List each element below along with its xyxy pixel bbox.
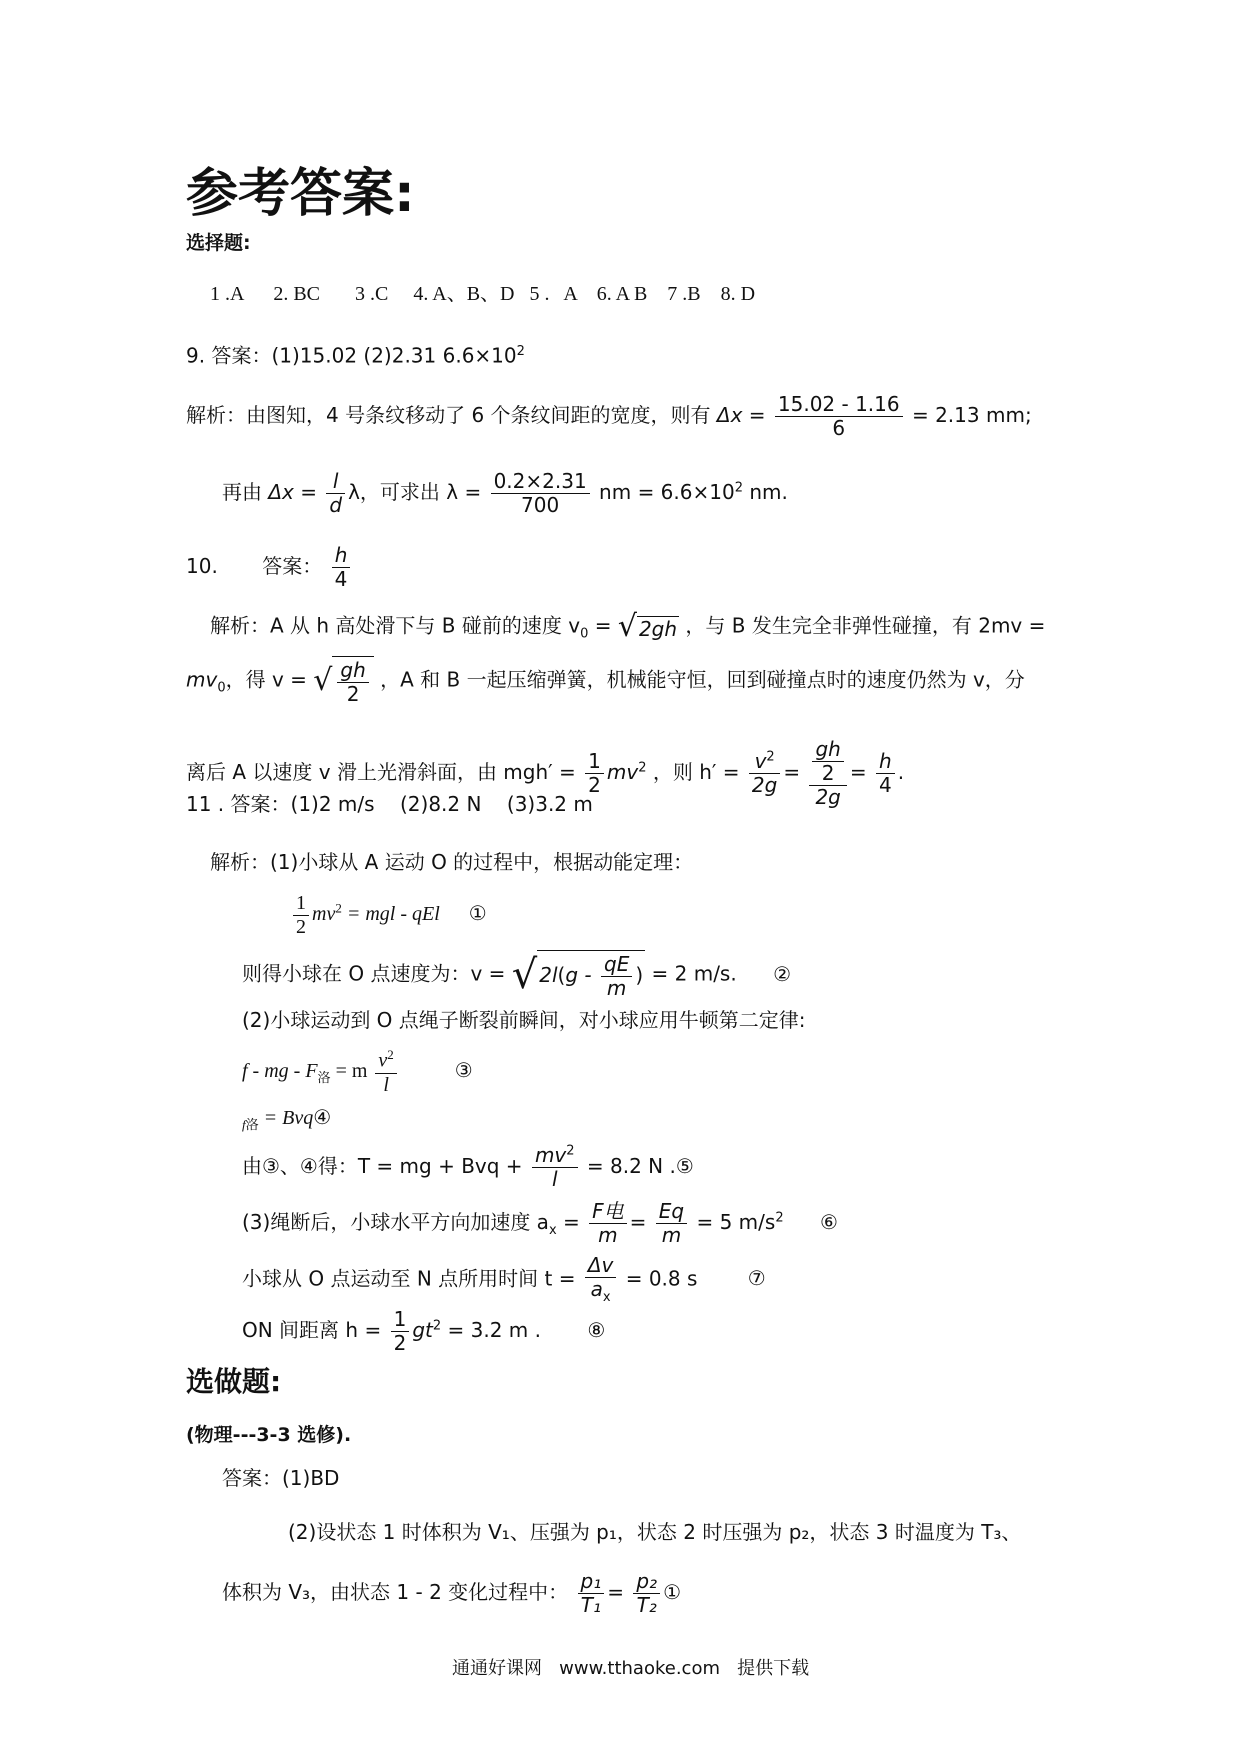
q11-equation-5: 由③、④得：T = mg + Bvq + $\frac{mv^2}{l}$ = 8.2 N .⑤ [242, 1143, 694, 1191]
q9-explanation-line2: 再由 Δx = $\frac{l}{d}$ λ，可求出 λ = $\frac{0.2\times 2.31}{700}$ nm = $6.6\times 10^2$ nm. [222, 469, 788, 517]
section-heading-elective: 选做题: [186, 1365, 282, 1398]
q11-equation-7: 小球从 O 点运动至 N 点所用时间 t = $\frac{\Delta v}{a_x}$ = 0.8 s ⑦ [242, 1253, 766, 1305]
q9-explanation-line1: 解析：由图知，4 号条纹移动了 6 个条纹间距的宽度，则有 Δx = $\frac{15.02 - 1.16}{6}$ = 2.13 mm; [186, 392, 1032, 440]
q11-equation-8: ON 间距离 h = $\frac{1}{2}$ $gt^2 = 3.2$ m . ⑧ [242, 1307, 606, 1355]
section-heading-choice: 选择题: [186, 232, 251, 254]
sqrt-2gh: √ 2gh [617, 609, 678, 644]
q11-equation-1: $\frac{1}{2}$ $mv^2$ = mgl - qEl ① [290, 892, 487, 939]
q11-explanation-2: 则得小球在 O 点速度为：v = √ 2l(g - $\frac{qE}{m}$ ) = 2 m/s. ② [242, 952, 792, 1000]
elective-module: (物理---3-3 选修). [186, 1424, 352, 1446]
page-title: 参考答案: [186, 164, 415, 224]
q9-fraction-1: $\frac{15.02 - 1.16}{6}$ [775, 393, 903, 440]
q11-equation-6: (3)绳断后，小球水平方向加速度 $a_x$ = $\frac{\text{F电}}{m}$ = $\frac{Eq}{m}$ = 5 $m/s^2$ ⑥ [242, 1199, 838, 1247]
elective-answer: 答案：(1)BD [222, 1466, 340, 1490]
q10-answer: 10. 答案： $\frac{h}{4}$ [186, 544, 353, 591]
q10-explanation-line3: 离后 A 以速度 v 滑上光滑斜面，由 mgh′ = $\frac{1}{2}$ $mv^2$ ，则 h′ = $\frac{v^2}{2g}$ = $\frac{\frac{gh}{2}}{2g}$ = $\frac{h}{4}$ . [186, 737, 905, 809]
q10-explanation-line1: 解析：A 从 h 高处滑下与 B 碰前的速度 $v_0$ = √ 2gh ，与 B 发生完全非弹性碰撞，有 2mv = [210, 609, 1046, 644]
q11-equation-3: f - mg - $F_洛 = m$ $\frac{v^2}{l}$ ③ [242, 1047, 473, 1096]
page-footer: 通通好课网 www.tthaoke.com 提供下载 [452, 1658, 810, 1679]
q11-explanation-3: (2)小球运动到 O 点绳子断裂前瞬间，对小球应用牛顿第二定律: [242, 1008, 806, 1032]
q11-answer: 11 . 答案：(1)2 m/s (2)8.2 N (3)3.2 m [186, 792, 593, 816]
elective-line-2: 体积为 V₃，由状态 1 - 2 变化过程中： $\frac{\text{p₁}}{\text{T₁}}$ = $\frac{\text{p₂}}{\text{T₂}}$ ① [222, 1569, 682, 1617]
q10-explanation-line2: $mv_0$，得 v = √ $\frac{gh}{2}$ ，A 和 B 一起压缩弹簧，机械能守恒，回到碰撞点时的速度仍然为 v，分 [186, 658, 1025, 706]
sqrt-gh-over-2: √ $\frac{gh}{2}$ [313, 656, 374, 706]
q11-explanation-1: 解析：(1)小球从 A 运动 O 的过程中，根据动能定理： [210, 850, 694, 874]
q11-equation-4: $_{f洛}$ = Bvq④ [242, 1107, 332, 1132]
q9-fraction-2: $\frac{0.2\times 2.31}{700}$ [491, 470, 590, 517]
elective-line-1: (2)设状态 1 时体积为 V₁、压强为 p₁，状态 2 时压强为 p₂，状态 3 时温度为 T₃、 [288, 1520, 1022, 1544]
q9-answer: 9. 答案：(1)15.02 (2)2.31 $6.6\times 10^2$ [186, 343, 525, 368]
choice-answers: 1 .A 2. BC 3 .C 4. A、B、D 5 . A 6. A B 7 .B 8. D [210, 283, 756, 305]
